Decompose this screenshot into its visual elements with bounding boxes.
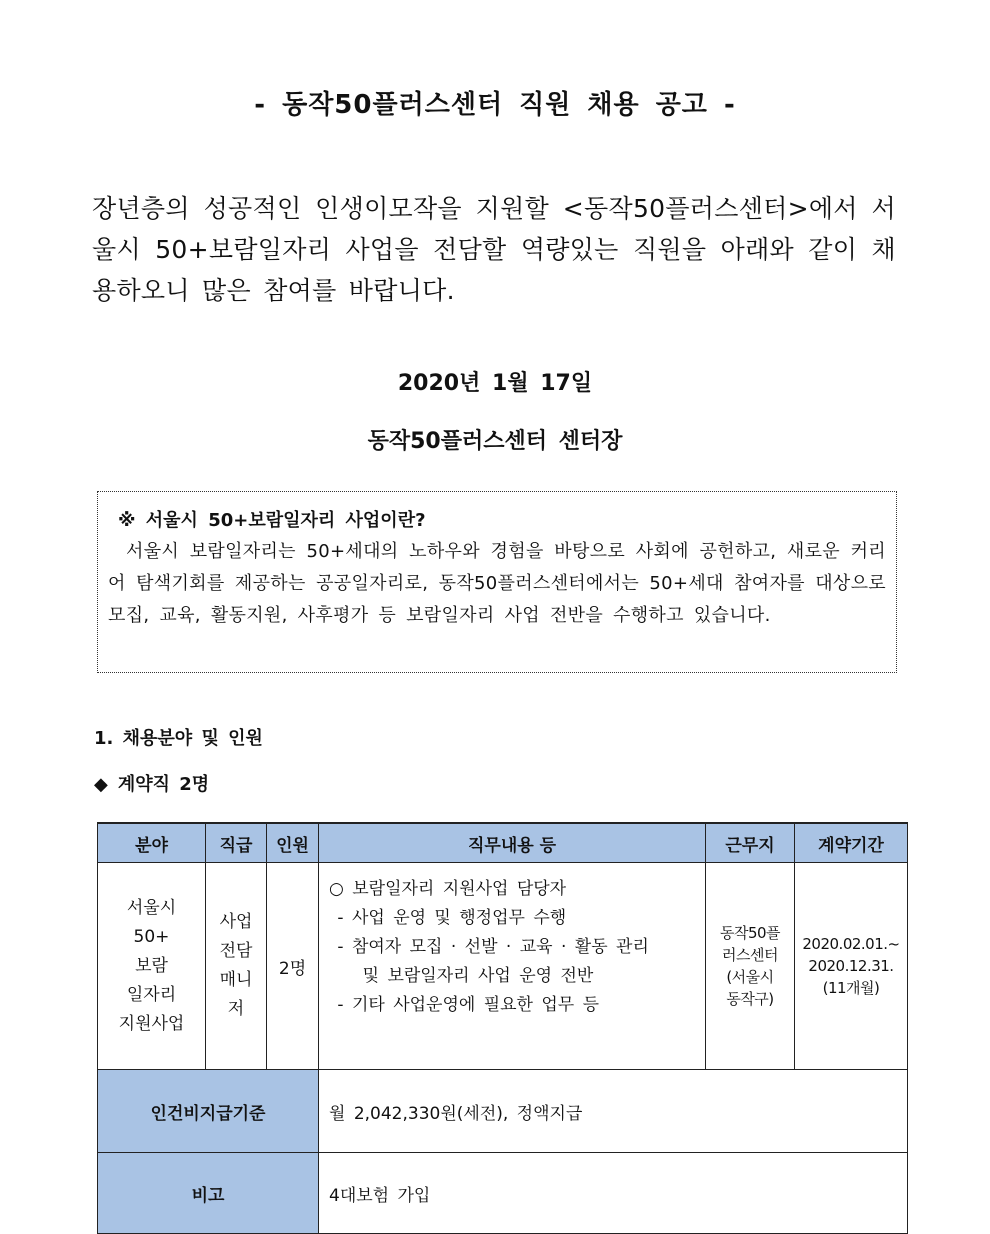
cell-duties [319,863,706,1070]
line: 러스센터 [722,946,778,964]
cell-rank [206,863,267,1070]
line: 전담 [219,941,253,961]
info-box [97,491,897,673]
diamond-bullet-icon: ◆ [94,774,108,795]
line: 매니 [219,970,253,990]
remark-value: 4대보험 가입 [319,1153,908,1234]
line: 동작50플 [719,924,781,942]
line: 2020.12.31. [808,957,894,975]
pay-value: 월 2,042,330원(세전), 정액지급 [319,1070,908,1153]
line: (서울시 [726,968,774,986]
page-title: - 동작50플러스센터 직원 채용 공고 - [254,90,736,120]
remark-label: 비고 [98,1153,319,1234]
line: 50+ [133,926,170,947]
header-duties: 직무내용 등 [319,823,706,863]
issuer-signature: 동작50플러스센터 센터장 [367,429,623,454]
line: 서울시 [126,897,177,918]
line: 보람 [135,955,168,976]
line: 사업 [219,912,253,932]
header-period: 계약기간 [795,823,908,863]
cell-count: 2명 [267,863,319,1070]
info-box-heading: ※ 서울시 50+보람일자리 사업이란? [118,510,426,531]
cell-location [706,863,795,1070]
header-count: 인원 [267,823,319,863]
line: 일자리 [126,984,177,1005]
line: 저 [227,999,245,1019]
announcement-date: 2020년 1월 17일 [397,371,593,396]
line: 2020.02.01.~ [802,935,900,953]
section-subheading-contract [94,770,209,796]
table-row [98,863,908,1070]
line: - 사업 운영 및 행정업무 수행 [329,908,567,928]
section-heading-recruitment: 1. 채용분야 및 인원 [94,728,263,749]
recruitment-table [97,822,908,1234]
table-row-pay [98,1070,908,1153]
header-field: 분야 [98,823,206,863]
contract-label: 계약직 2명 [117,774,210,795]
intro-paragraph: 장년층의 성공적인 인생이모작을 지원할 <동작50플러스센터>에서 서울시 50+보람일자리 사업을 전담할 역량있는 직원을 아래와 같이 채용하오니 많은 참여를 바랍니다. [92,194,896,305]
line: 지원사업 [118,1013,185,1034]
info-box-body: 서울시 보람일자리는 50+세대의 노하우와 경험을 바탕으로 사회에 공헌하고, 새로운 커리어 탐색기회를 제공하는 공공일자리로, 동작50플러스센터에서는 50+세대 참여자를 대상으로 모집, 교육, 활동지원, 사후평가 등 보람일자리 사업 전반을 수행하고 있습니다. [108,541,886,626]
line: - 기타 사업운영에 필요한 업무 등 [329,995,600,1015]
table-header-row [98,823,908,863]
line: 및 보람일자리 사업 운영 전반 [329,966,594,986]
cell-field [98,863,206,1070]
cell-period [795,863,908,1070]
header-location: 근무지 [706,823,795,863]
line: (11개월) [822,979,880,997]
table-row-remark [98,1153,908,1234]
pay-label: 인건비지급기준 [98,1070,319,1153]
line: - 참여자 모집 · 선발 · 교육 · 활동 관리 [329,937,649,957]
line: ○ 보람일자리 지원사업 담당자 [329,879,567,899]
header-rank: 직급 [206,823,267,863]
line: 동작구) [726,990,774,1008]
